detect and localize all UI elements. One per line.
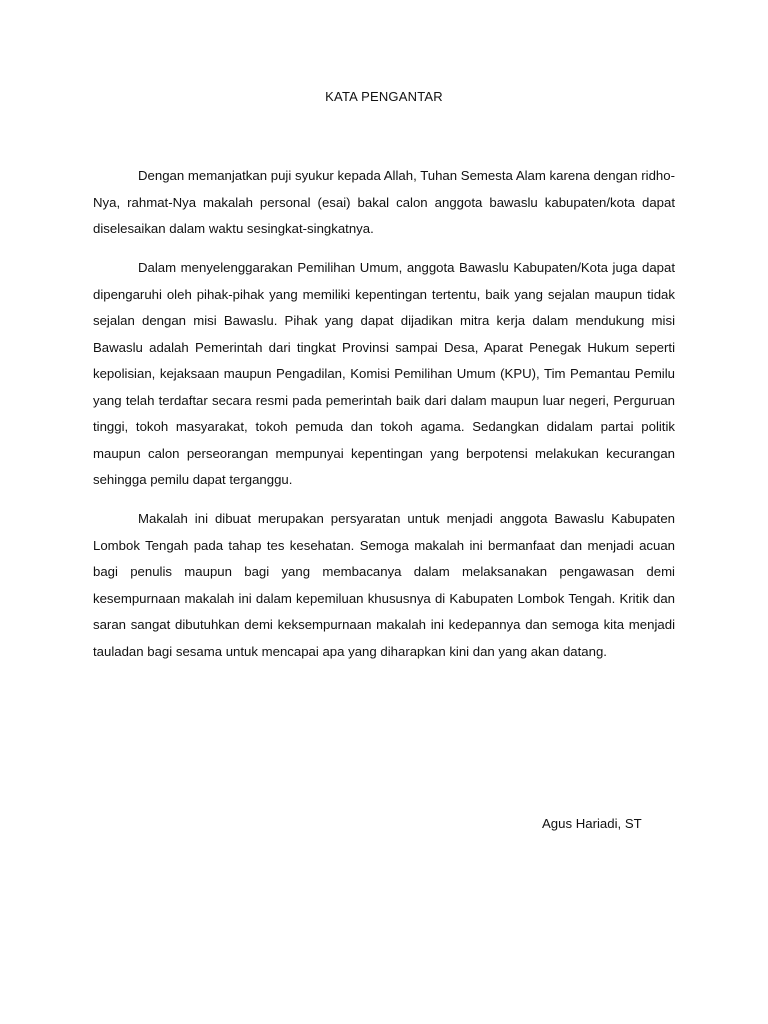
document-body (93, 163, 675, 678)
author-signature: Agus Hariadi, ST (542, 816, 642, 831)
paragraph-opening: Dengan memanjatkan puji syukur kepada Allah, Tuhan Semesta Alam karena dengan ridho-Nya, rahmat-Nya makalah personal (esai) bakal calon anggota bawaslu kabupaten/kota dapat diselesaikan dalam waktu sesingkat-singkatnya. (93, 168, 675, 236)
paragraph-stakeholders: Dalam menyelenggarakan Pemilihan Umum, anggota Bawaslu Kabupaten/Kota juga dapat dipengaruhi oleh pihak-pihak yang memiliki kepentingan tertentu, baik yang sejalan maupun tidak sejalan dengan misi Bawaslu. Pihak yang dapat dijadikan mitra kerja dalam mendukung misi Bawaslu adalah Pemerintah dari tingkat Provinsi sampai Desa, Aparat Penegak Hukum seperti kepolisian, kejaksaan maupun Pengadilan, Komisi Pemilihan Umum (KPU), Tim Pemantau Pemilu yang telah terdaftar secara resmi pada pemerintah baik dari dalam maupun luar negeri, Perguruan tinggi, tokoh masyarakat, tokoh pemuda dan tokoh agama. Sedangkan didalam partai politik maupun calon perseorangan mempunyai kepentingan yang berpotensi melakukan kecurangan sehingga pemilu dapat terganggu. (93, 260, 675, 487)
document-title: KATA PENGANTAR (325, 89, 443, 104)
paragraph-purpose: Makalah ini dibuat merupakan persyaratan untuk menjadi anggota Bawaslu Kabupaten Lombok Tengah pada tahap tes kesehatan. Semoga makalah ini bermanfaat dan menjadi acuan bagi penulis maupun bagi yang membacanya dalam melaksanakan pengawasan demi kesempurnaan makalah ini dalam kepemiluan khususnya di Kabupaten Lombok Tengah. Kritik dan saran sangat dibutuhkan demi keksempurnaan makalah ini kedepannya dan semoga kita menjadi tauladan bagi sesama untuk mencapai apa yang diharapkan kini dan yang akan datang. (93, 511, 675, 659)
